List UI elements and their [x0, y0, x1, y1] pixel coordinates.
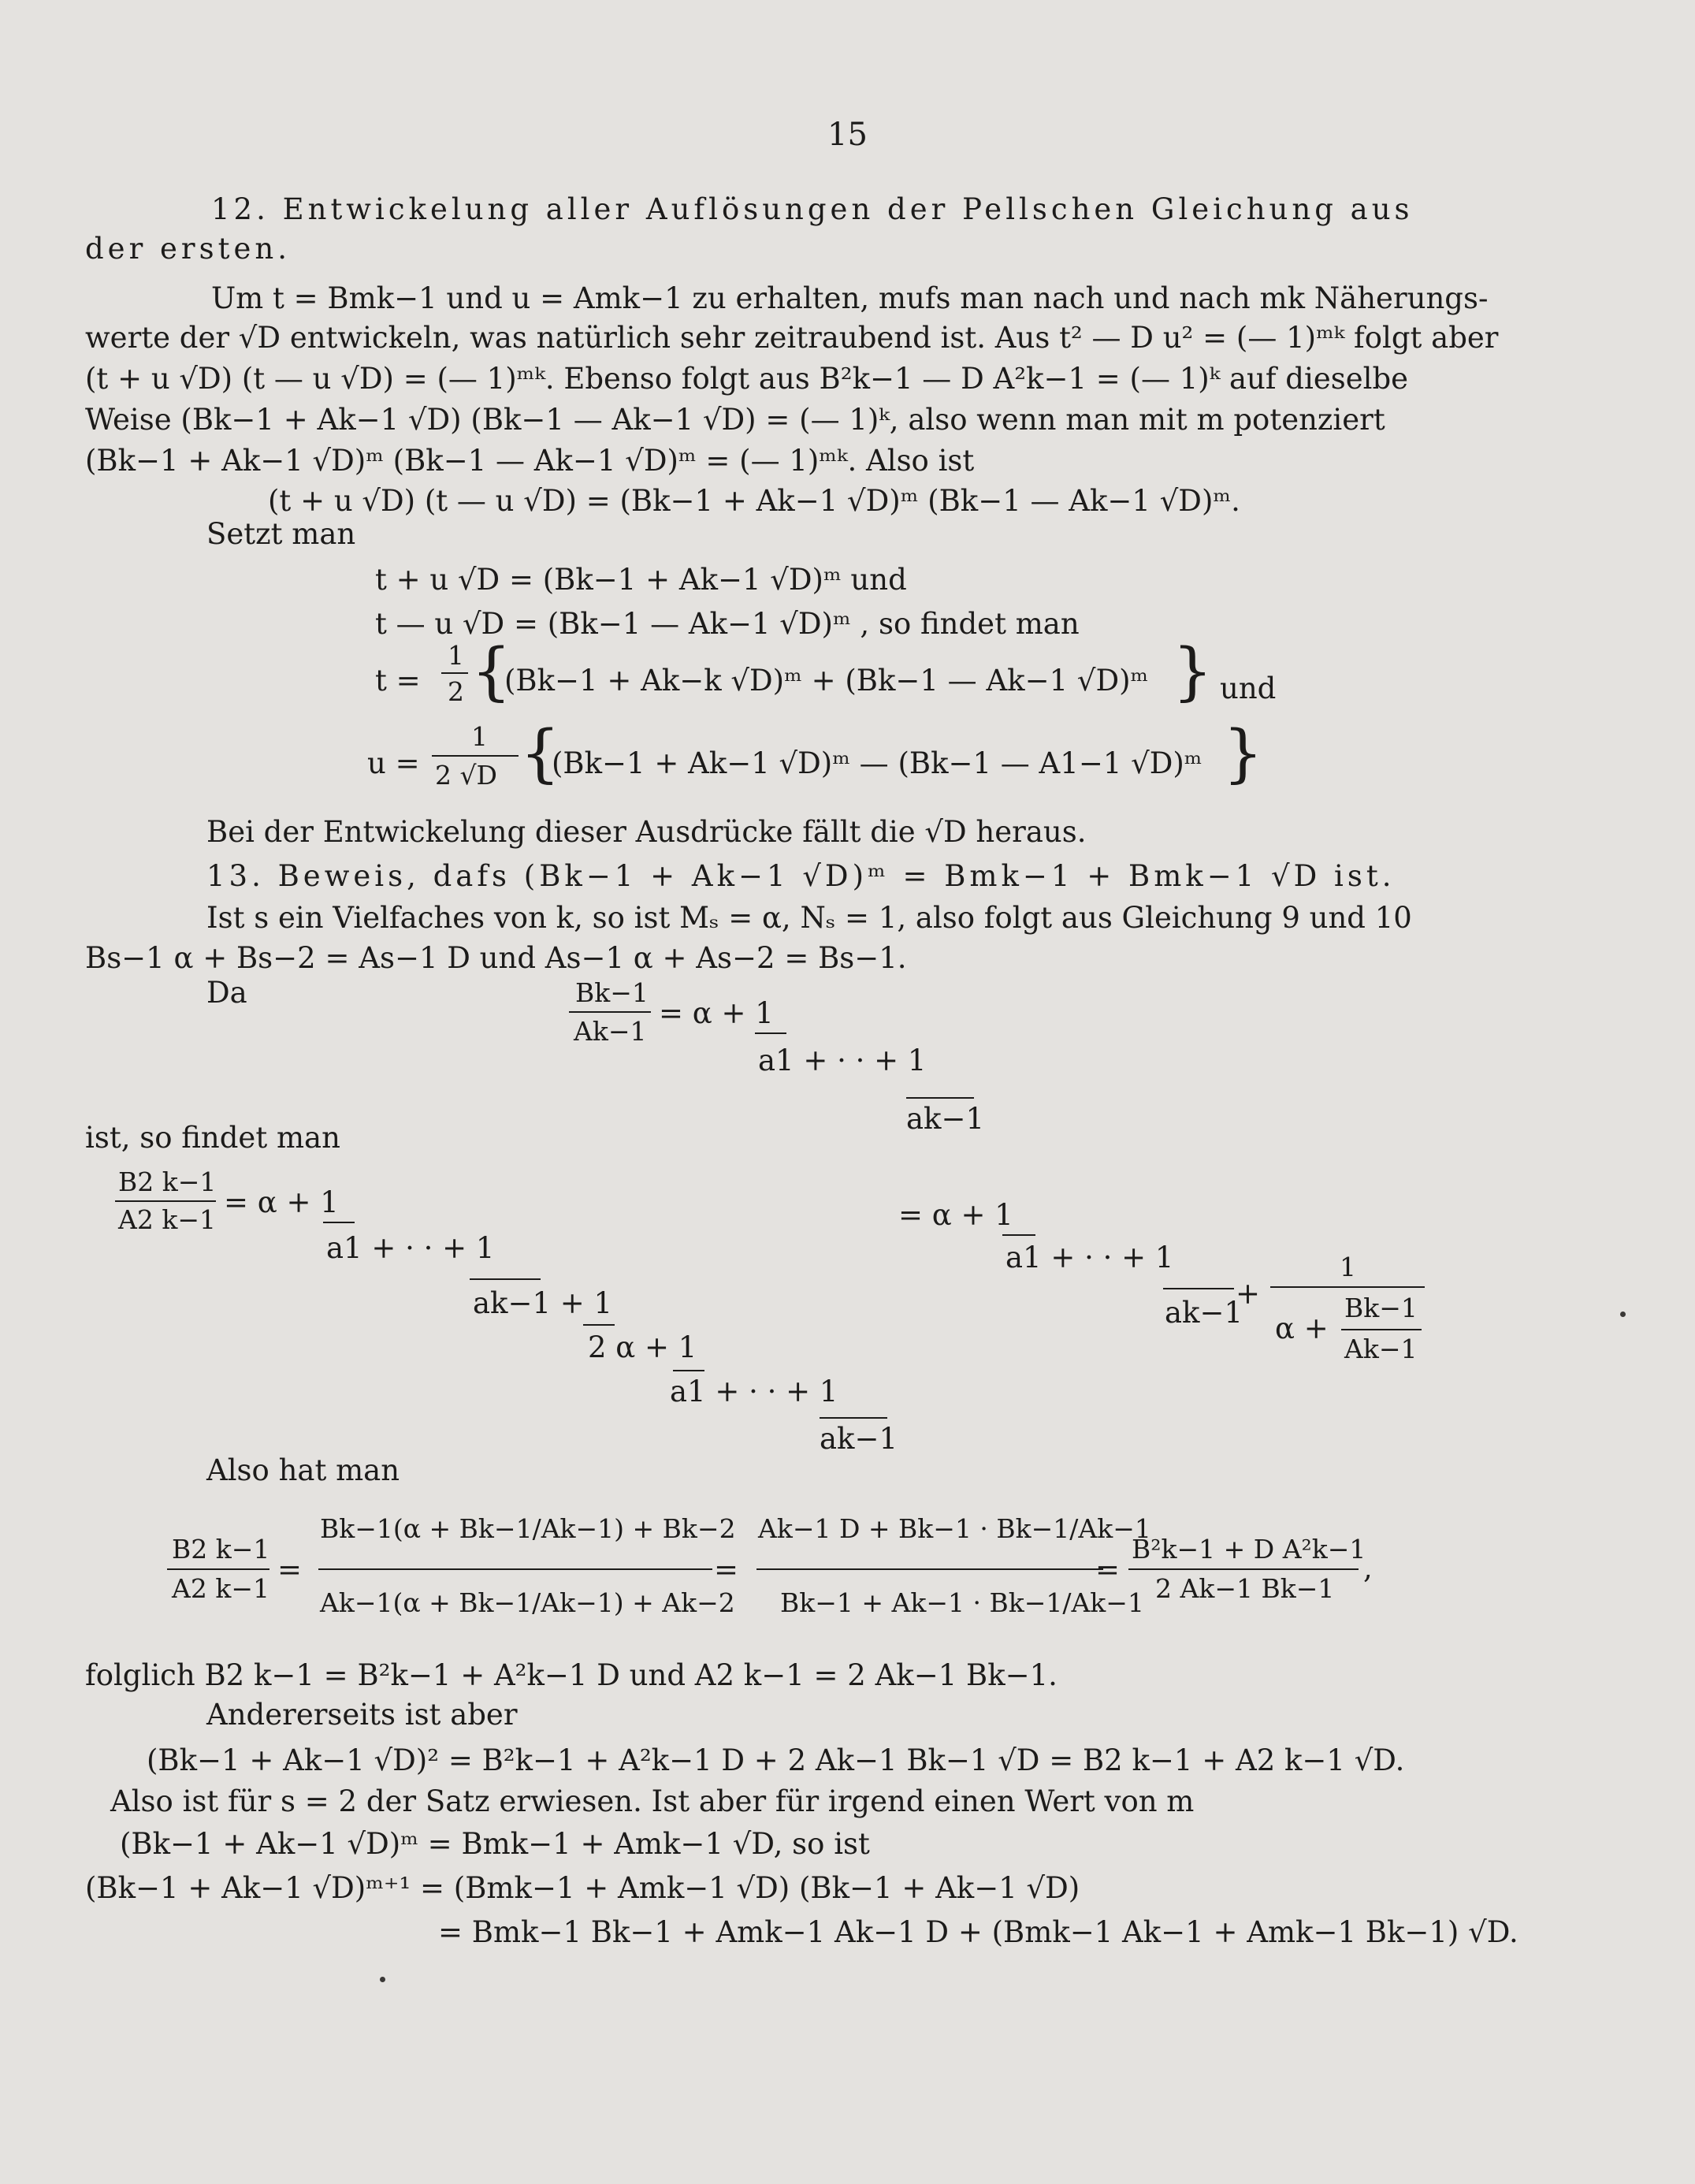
paragraph-line: Andererseits ist aber [206, 1698, 518, 1732]
comma: , [1363, 1551, 1373, 1585]
fraction-denominator: Ak−1(α + Bk−1/Ak−1) + Ak−2 [320, 1587, 735, 1618]
cf-term: a1 + · · + 1 [1005, 1241, 1174, 1274]
left-brace: { [520, 716, 560, 790]
fraction-numerator: B2 k−1 [172, 1534, 270, 1565]
fraction-numerator: 1 [448, 640, 464, 671]
fraction-bar [1002, 1234, 1035, 1236]
section-12-heading: 12. Entwickelung aller Auflösungen der Pellschen Gleichung aus [211, 192, 1414, 226]
cf-term: a1 + · · + 1 [670, 1375, 838, 1408]
fraction-denominator: A2 k−1 [118, 1204, 216, 1235]
equation-line: = Bmk−1 Bk−1 + Amk−1 Ak−1 D + (Bmk−1 Ak−1 + Amk−1 Bk−1) √D. [438, 1915, 1518, 1949]
fraction-bar [820, 1417, 887, 1419]
cf-term: 2 α + 1 [588, 1330, 697, 1364]
cf-term: + [1236, 1277, 1261, 1311]
paragraph-line: Also hat man [206, 1453, 400, 1487]
fraction-bar [756, 1568, 1103, 1570]
cf-term: = α + 1 [898, 1198, 1013, 1232]
left-brace: { [471, 634, 511, 708]
fraction-numerator: B²k−1 + D A²k−1 [1132, 1534, 1366, 1565]
fraction-denominator: 2 [448, 676, 464, 707]
fraction-denominator: Ak−1 [1344, 1334, 1418, 1364]
equation-line: t — u √D = (Bk−1 — Ak−1 √D)ᵐ , so findet man [375, 607, 1080, 641]
equation-body: (Bk−1 + Ak−1 √D)ᵐ — (Bk−1 — A1−1 √D)ᵐ [552, 746, 1202, 780]
fraction-bar [1128, 1568, 1359, 1570]
paragraph-line: Bs−1 α + Bs−2 = As−1 D und As−1 α + As−2 = Bs−1. [85, 941, 907, 975]
cf-term: ak−1 [1165, 1296, 1243, 1330]
equation-line: (Bk−1 + Ak−1 √D)ᵐ = Bmk−1 + Amk−1 √D, so ist [120, 1827, 870, 1861]
equation-body: (Bk−1 + Ak−k √D)ᵐ + (Bk−1 — Ak−1 √D)ᵐ [504, 664, 1149, 698]
fraction-numerator: 1 [471, 721, 488, 752]
equation-line: (Bk−1 + Ak−1 √D)² = B²k−1 + A²k−1 D + 2 Ak−1 Bk−1 √D = B2 k−1 + A2 k−1 √D. [147, 1743, 1405, 1777]
section-13-heading: 13. Beweis, dafs (Bk−1 + Ak−1 √D)ᵐ = Bmk−1 + Bmk−1 √D ist. [206, 859, 1396, 893]
fraction-numerator: 1 [1340, 1252, 1356, 1282]
paragraph-line: Um t = Bmk−1 und u = Amk−1 zu erhalten, mufs man nach und nach mk Näherungs- [211, 281, 1489, 315]
paragraph-line: Setzt man [206, 517, 356, 551]
right-brace: } [1173, 634, 1213, 708]
fraction-bar [167, 1568, 269, 1570]
paragraph-line: Bei der Entwickelung dieser Ausdrücke fällt die √D heraus. [206, 815, 1087, 849]
und-word: und [1220, 672, 1277, 705]
fraction-bar [569, 1011, 651, 1013]
fraction-numerator: Bk−1(α + Bk−1/Ak−1) + Bk−2 [320, 1513, 736, 1544]
page-number: 15 [827, 117, 868, 153]
cf-term: ak−1 [906, 1102, 985, 1136]
paragraph-line: Weise (Bk−1 + Ak−1 √D) (Bk−1 — Ak−1 √D) = (— 1)ᵏ, also wenn man mit m potenziert [85, 403, 1385, 437]
fraction-bar [1163, 1288, 1234, 1289]
fraction-bar [470, 1278, 541, 1280]
cf-term: = α + 1 [224, 1185, 339, 1219]
paragraph-line: folglich B2 k−1 = B²k−1 + A²k−1 D und A2 k−1 = 2 Ak−1 Bk−1. [85, 1658, 1058, 1692]
cf-term: α + [1275, 1312, 1329, 1345]
paragraph-line: Ist s ein Vielfaches von k, so ist Mₛ = α, Nₛ = 1, also folgt aus Gleichung 9 und 10 [206, 901, 1412, 935]
section-12-heading-cont: der ersten. [85, 232, 291, 266]
ink-speck [380, 1977, 385, 1982]
fraction-bar [755, 1032, 786, 1034]
fraction-denominator: A2 k−1 [172, 1573, 269, 1604]
paragraph-line: Also ist für s = 2 der Satz erwiesen. Ist aber für irgend einen Wert von m [110, 1784, 1195, 1818]
paragraph-line: Da [206, 976, 247, 1010]
fraction-numerator: Bk−1 [575, 977, 649, 1008]
equals-sign: = [714, 1553, 739, 1587]
fraction-bar [323, 1222, 355, 1223]
ink-speck [1620, 1312, 1626, 1317]
fraction-numerator: Ak−1 D + Bk−1 · Bk−1/Ak−1 [758, 1513, 1151, 1544]
fraction-denominator: Bk−1 + Ak−1 · Bk−1/Ak−1 [780, 1587, 1144, 1618]
fraction-bar [432, 755, 519, 757]
t-equals: t = [375, 664, 421, 698]
fraction-denominator: 2 √D [435, 760, 497, 791]
paragraph-line: ist, so findet man [85, 1121, 340, 1155]
fraction-numerator: B2 k−1 [118, 1166, 217, 1197]
fraction-numerator: Bk−1 [1344, 1293, 1418, 1323]
equation-line: (Bk−1 + Ak−1 √D)ᵐ⁺¹ = (Bmk−1 + Amk−1 √D) (Bk−1 + Ak−1 √D) [85, 1871, 1080, 1905]
fraction-bar [1341, 1329, 1422, 1330]
fraction-bar [115, 1200, 216, 1202]
equation-line: (t + u √D) (t — u √D) = (Bk−1 + Ak−1 √D)ᵐ (Bk−1 — Ak−1 √D)ᵐ. [268, 484, 1240, 518]
fraction-bar [1270, 1286, 1425, 1288]
equals-sign: = [277, 1553, 303, 1587]
u-equals: u = [367, 746, 420, 780]
fraction-denominator: 2 Ak−1 Bk−1 [1155, 1573, 1335, 1604]
equals-sign: = [1095, 1553, 1121, 1587]
fraction-bar [673, 1370, 704, 1371]
fraction-bar [441, 672, 468, 674]
fraction-bar [318, 1568, 712, 1570]
right-brace: } [1223, 716, 1263, 790]
paragraph-line: (Bk−1 + Ak−1 √D)ᵐ (Bk−1 — Ak−1 √D)ᵐ = (— 1)ᵐᵏ. Also ist [85, 444, 975, 478]
fraction-denominator: Ak−1 [574, 1016, 647, 1047]
paragraph-line: (t + u √D) (t — u √D) = (— 1)ᵐᵏ. Ebenso folgt aus B²k−1 — D A²k−1 = (— 1)ᵏ auf dieselbe [85, 362, 1409, 396]
equation-line: t + u √D = (Bk−1 + Ak−1 √D)ᵐ und [375, 563, 907, 597]
fraction-bar [583, 1324, 615, 1326]
cf-term: = α + 1 [659, 996, 774, 1030]
fraction-bar [906, 1097, 974, 1099]
cf-term: a1 + · · + 1 [758, 1044, 927, 1077]
paragraph-line: werte der √D entwickeln, was natürlich sehr zeitraubend ist. Aus t² — D u² = (— 1)ᵐᵏ folgt aber [85, 321, 1499, 355]
cf-term: a1 + · · + 1 [326, 1231, 495, 1265]
cf-term: ak−1 [820, 1422, 898, 1456]
cf-term: ak−1 + 1 [473, 1286, 613, 1320]
